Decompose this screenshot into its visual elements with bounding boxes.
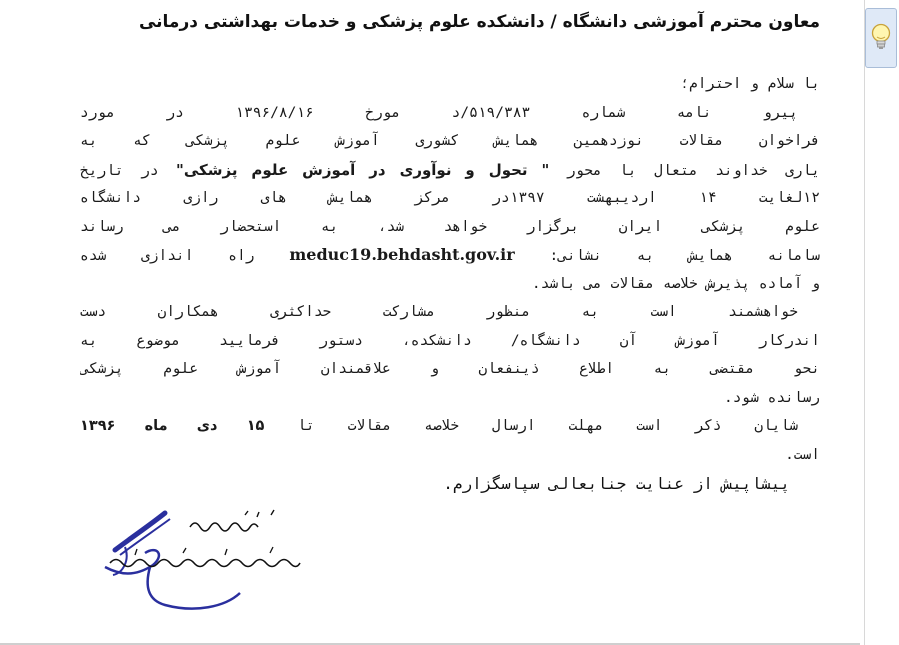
paragraph-1-line-3-start: یاری خداوند متعال با محور	[566, 162, 820, 179]
signature-stamp	[95, 505, 320, 615]
paragraph-1-line-5: علوم پزشکی ایران برگزار خواهد شد، به استحضار می رساند	[80, 218, 820, 235]
lightbulb-icon	[870, 23, 892, 53]
paragraph-2-line-3: نحو مقتضی به اطلاع ذینفعان و علاقمندان آموزش علوم پزشکی	[80, 361, 820, 377]
paragraph-1-line-3-end: در تاریخ	[80, 162, 159, 179]
paragraph-2-line-1: خواهشمند است به منظور مشارکت حداکثری همکاران دست	[80, 304, 798, 320]
paragraph-1-line-6-start: سامانه همایش به نشانی:	[549, 248, 820, 264]
letter-body	[80, 70, 820, 469]
paragraph-1-line-1: پیرو نامه شماره ۵۱۹/۳۸۳/د مورخ ۱۳۹۶/۸/۱۶ در مورد	[80, 104, 798, 121]
paragraph-3-line-1-text: شایان ذکر است مهلت ارسال خلاصه مقالات تا	[297, 418, 799, 434]
tips-button[interactable]	[865, 8, 897, 68]
paragraph-3-line-2: است.	[785, 446, 820, 463]
paragraph-3-line-1	[80, 412, 820, 441]
paragraph-1-line-6	[80, 241, 820, 270]
right-sidebar	[864, 0, 899, 645]
handwritten-signature	[95, 505, 320, 615]
paragraph-1-line-7: و آماده پذیرش خلاصه مقالات می باشد.	[531, 275, 820, 292]
paragraph-2-line-2: اندرکار آموزش آن دانشگاه/ دانشکده، دستور فرمایید موضوع به	[80, 332, 820, 349]
closing-line: پیشاپیش از عنایت جنابعالی سپاسگزارم.	[443, 474, 790, 493]
paragraph-1-line-3	[80, 156, 820, 185]
paragraph-2-line-4: رسانده شود.	[723, 389, 820, 406]
deadline-date: ۱۵ دی ماه ۱۳۹۶	[80, 418, 265, 434]
paragraph-1-line-6-end: راه اندازی شده	[80, 248, 255, 264]
congress-website-link[interactable]: meduc19.behdasht.gov.ir	[289, 245, 515, 264]
congress-theme: " تحول و نوآوری در آموزش علوم پزشکی"	[176, 160, 550, 179]
letter-recipient-heading: معاون محترم آموزشی دانشگاه / دانشکده علوم پزشکی و خدمات بهداشتی درمانی	[138, 12, 820, 32]
paragraph-1-line-2: فراخوان مقالات نوزدهمین همایش کشوری آموزش علوم پزشکی که به	[80, 133, 820, 149]
paragraph-1-line-4: ۱۲لغایت ۱۴ اردیبهشت ۱۳۹۷در مرکز همایش های رازی دانشگاه	[80, 190, 820, 206]
greeting-line: با سلام و احترام؛	[680, 76, 820, 92]
